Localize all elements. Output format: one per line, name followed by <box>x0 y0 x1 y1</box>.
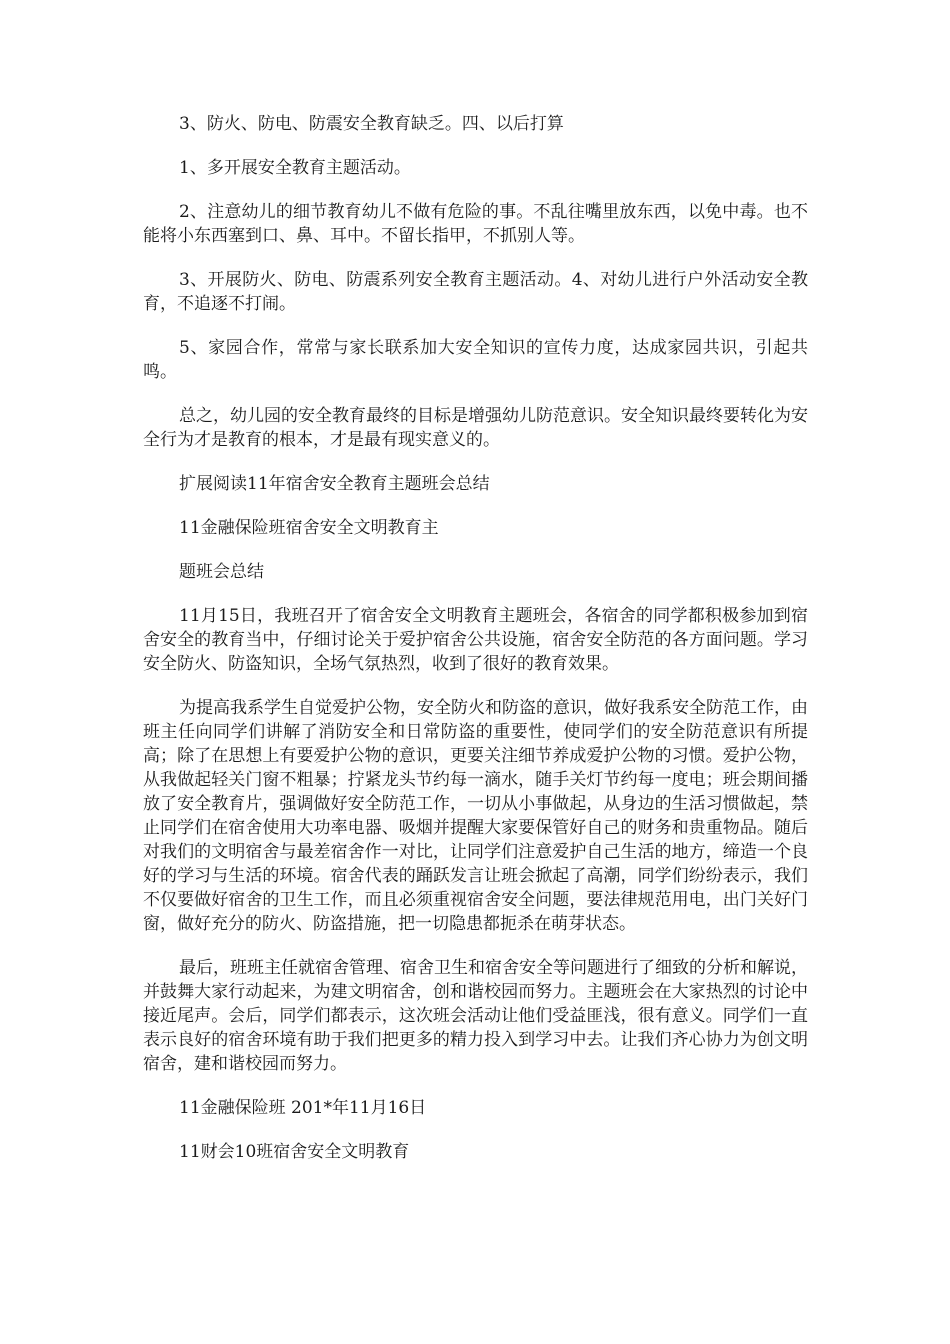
paragraph: 3、防火、防电、防震安全教育缺乏。四、以后打算 <box>179 114 564 134</box>
signature-date-line: 11金融保险班 201*年11月16日 <box>179 1098 427 1118</box>
section-title-line-2: 题班会总结 <box>179 562 264 582</box>
section-title-line-1: 11金融保险班宿舍安全文明教育主 <box>179 518 439 538</box>
next-section-title: 11财会10班宿舍安全文明教育 <box>179 1142 410 1162</box>
paragraph: 2、注意幼儿的细节教育幼儿不做有危险的事。不乱往嘴里放东西，以免中毒。也不能将小东西塞到口、鼻、耳中。不留长指甲，不抓别人等。 <box>143 202 808 246</box>
document-body <box>143 112 808 1184</box>
paragraph: 11月15日，我班召开了宿舍安全文明教育主题班会，各宿舍的同学都积极参加到宿舍安全的教育当中，仔细讨论关于爱护宿舍公共设施，宿舍安全防范的各方面问题。学习安全防火、防盗知识，全场气氛热烈，收到了很好的教育效果。 <box>143 606 808 674</box>
paragraph: 最后，班班主任就宿舍管理、宿舍卫生和宿舍安全等问题进行了细致的分析和解说，并鼓舞大家行动起来，为建文明宿舍，创和谐校园而努力。主题班会在大家热烈的讨论中接近尾声。会后，同学们都表示，这次班会活动让他们受益匪浅，很有意义。同学们一直表示良好的宿舍环境有助于我们把更多的精力投入到学习中去。让我们齐心协力为创文明宿舍，建和谐校园而努力。 <box>143 958 808 1074</box>
paragraph: 1、多开展安全教育主题活动。 <box>179 158 411 178</box>
paragraph: 5、家园合作，常常与家长联系加大安全知识的宣传力度，达成家园共识，引起共鸣。 <box>143 338 808 382</box>
paragraph: 3、开展防火、防电、防震系列安全教育主题活动。4、对幼儿进行户外活动安全教育，不追逐不打闹。 <box>143 270 808 314</box>
extended-reading-heading: 扩展阅读11年宿舍安全教育主题班会总结 <box>179 474 490 494</box>
paragraph: 为提高我系学生自觉爱护公物，安全防火和防盗的意识，做好我系安全防范工作，由班主任向同学们讲解了消防安全和日常防盗的重要性，使同学们的安全防范意识有所提高；除了在思想上有要爱护公物的意识，更要关注细节养成爱护公物的习惯。爱护公物，从我做起轻关门窗不粗暴；拧紧龙头节约每一滴水，随手关灯节约每一度电；班会期间播放了安全教育片，强调做好安全防范工作，一切从小事做起，从身边的生活习惯做起，禁止同学们在宿舍使用大功率电器、吸烟并提醒大家要保管好自己的财务和贵重物品。随后对我们的文明宿舍与最差宿舍作一对比，让同学们注意爱护自己生活的地方，缔造一个良好的学习与生活的环境。宿舍代表的踊跃发言让班会掀起了高潮，同学们纷纷表示，我们不仅要做好宿舍的卫生工作，而且必须重视宿舍安全问题，要法律规范用电，出门关好门窗，做好充分的防火、防盗措施，把一切隐患都扼杀在萌芽状态。 <box>143 698 808 934</box>
paragraph: 总之，幼儿园的安全教育最终的目标是增强幼儿防范意识。安全知识最终要转化为安全行为才是教育的根本，才是最有现实意义的。 <box>143 406 808 450</box>
